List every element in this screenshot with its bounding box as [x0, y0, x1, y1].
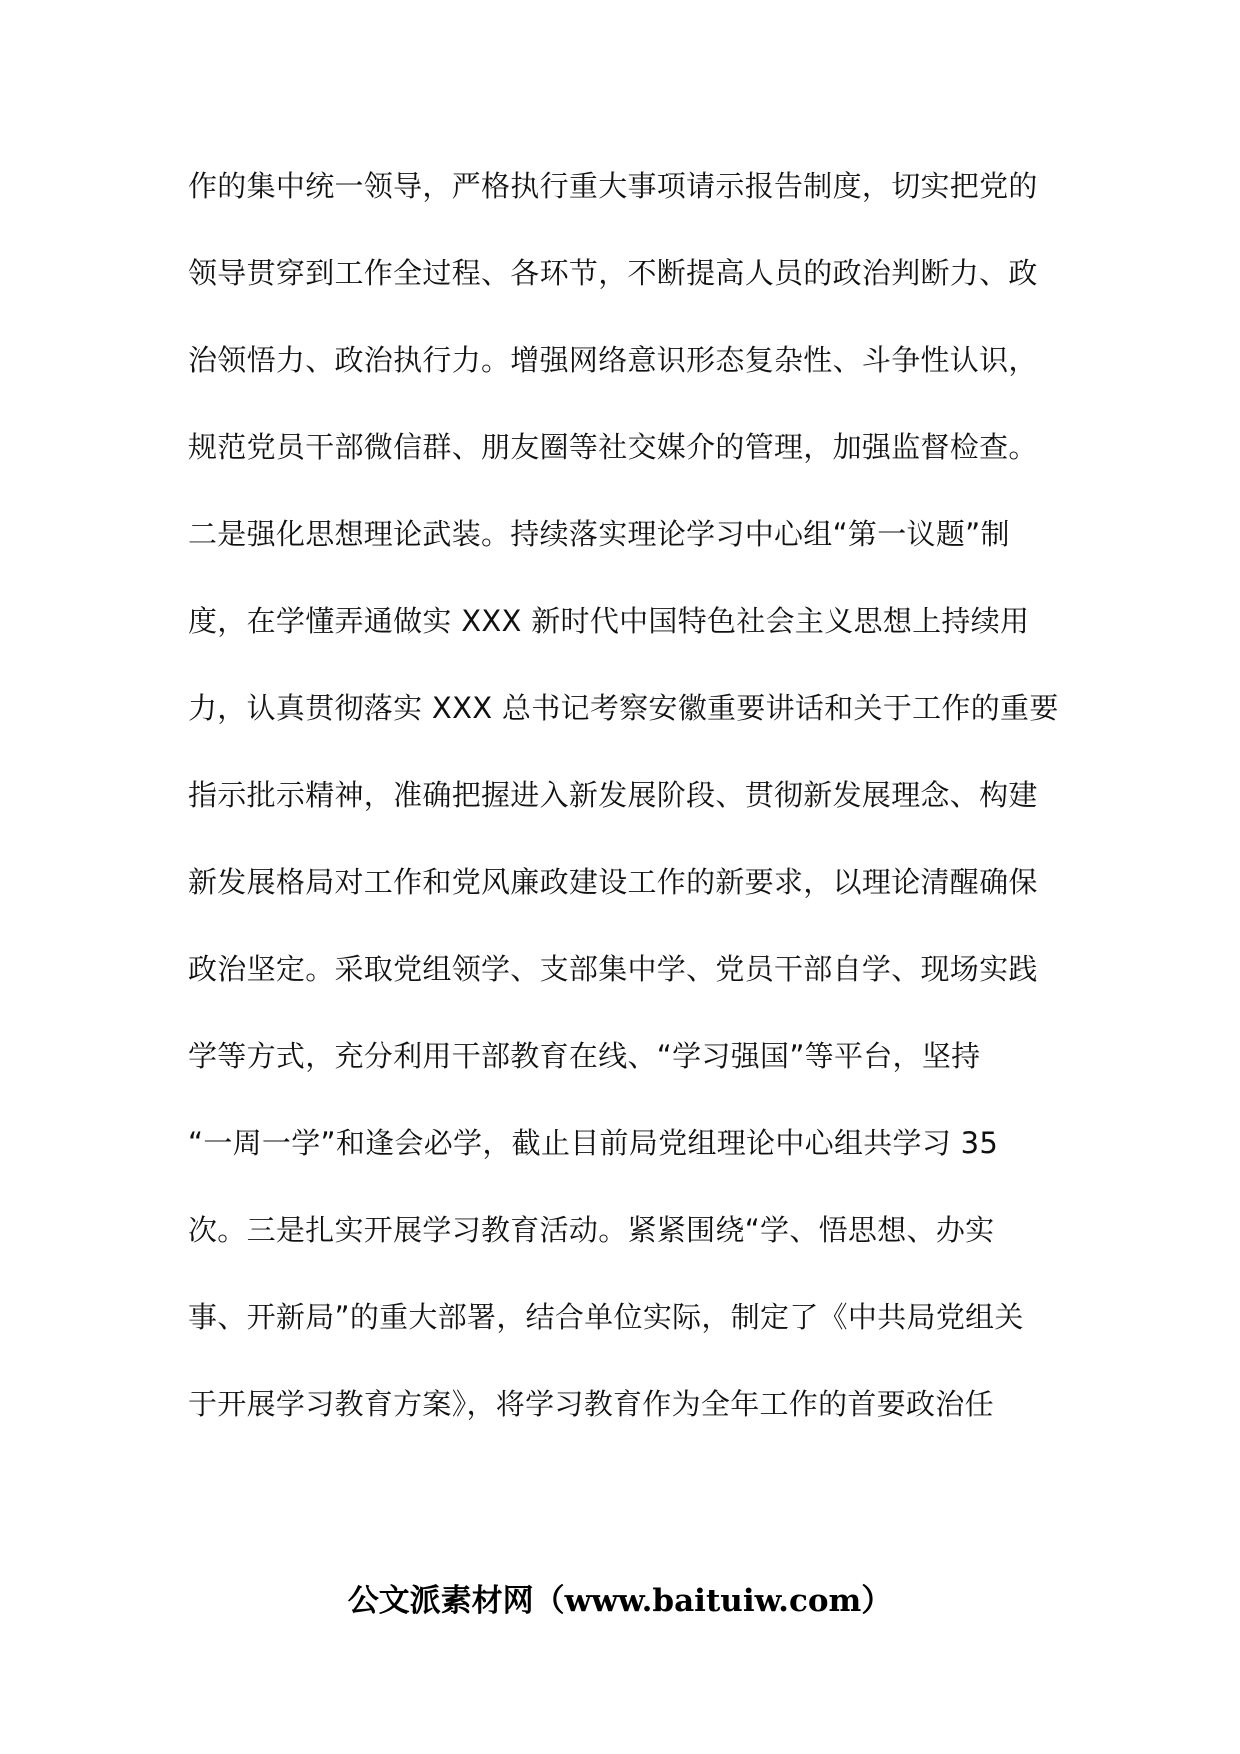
text-line: 力，认真贯彻落实 XXX 总书记考察安徽重要讲话和关于工作的重要	[188, 691, 1059, 725]
text-line: 度，在学懂弄通做实 XXX 新时代中国特色社会主义思想上持续用	[188, 604, 1030, 638]
text-line: 指示批示精神，准确把握进入新发展阶段、贯彻新发展理念、构建	[188, 778, 1038, 812]
text-line: “一周一学”和逢会必学，截止目前局党组理论中心组共学习 35	[188, 1126, 999, 1160]
text-line: 二是强化思想理论武装。持续落实理论学习中心组“第一议题”制	[188, 517, 1010, 551]
footer-watermark: 公文派素材网（www.baituiw.com）	[347, 1583, 893, 1619]
text-line: 政治坚定。采取党组领学、支部集中学、党员干部自学、现场实践	[188, 952, 1038, 986]
text-line: 学等方式，充分利用干部教育在线、“学习强国”等平台，坚持	[188, 1039, 981, 1073]
text-line: 治领悟力、政治执行力。增强网络意识形态复杂性、斗争性认识，	[188, 343, 1038, 377]
text-line: 规范党员干部微信群、朋友圈等社交媒介的管理，加强监督检查。	[188, 430, 1038, 464]
text-line: 作的集中统一领导，严格执行重大事项请示报告制度，切实把党的	[188, 169, 1038, 203]
text-line: 次。三是扎实开展学习教育活动。紧紧围绕“学、悟思想、办实	[188, 1213, 995, 1247]
text-line: 事、开新局”的重大部署，结合单位实际，制定了《中共局党组关	[188, 1300, 1024, 1334]
text-line: 于开展学习教育方案》，将学习教育作为全年工作的首要政治任	[188, 1387, 994, 1421]
text-line: 领导贯穿到工作全过程、各环节，不断提高人员的政治判断力、政	[188, 256, 1038, 290]
text-line: 新发展格局对工作和党风廉政建设工作的新要求，以理论清醒确保	[188, 865, 1038, 899]
